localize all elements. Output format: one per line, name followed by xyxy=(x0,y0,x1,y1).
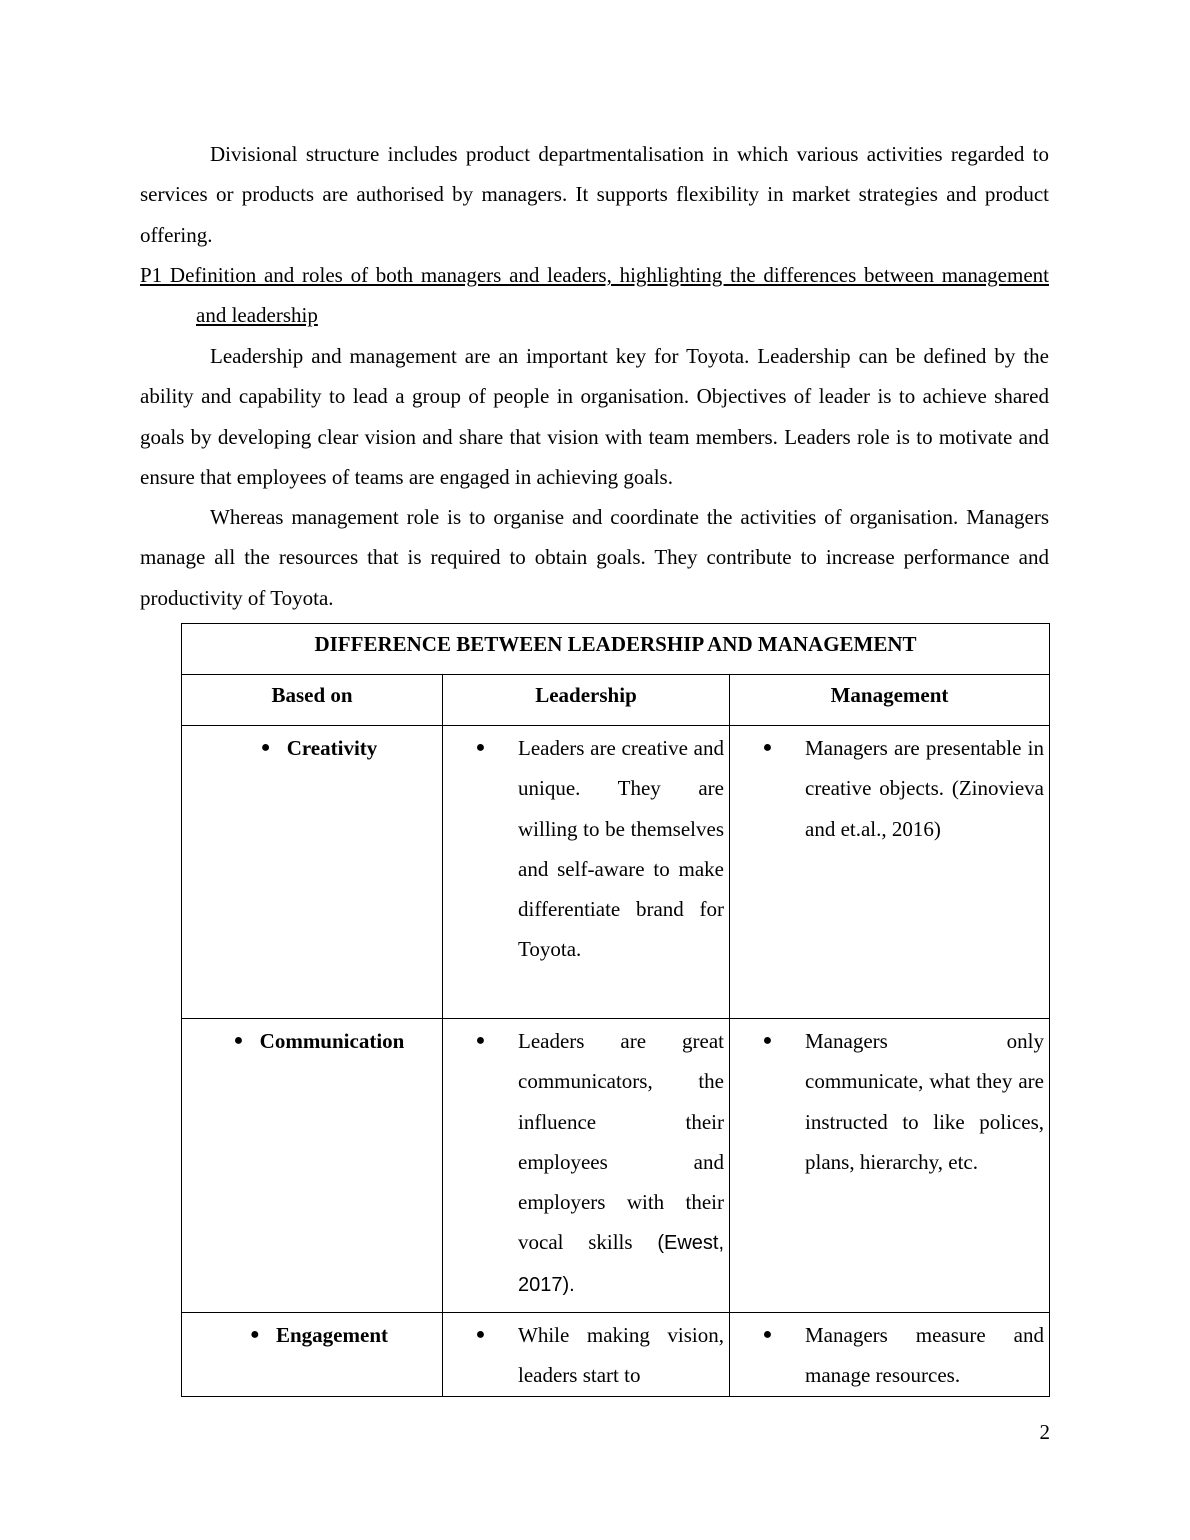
header-based-on: Based on xyxy=(182,675,443,726)
bullet-icon: ● xyxy=(762,739,773,756)
bullet-icon: ● xyxy=(250,1326,260,1343)
management-cell xyxy=(730,726,1050,1019)
basis-label: Communication xyxy=(259,1029,405,1053)
leadership-cell xyxy=(443,726,730,1019)
management-cell xyxy=(730,1313,1050,1397)
intro-paragraph: Divisional structure includes product departmentalisation in which various activities regarded to services or products are authorised by managers. It supports flexibility in market strategies and product offering. xyxy=(140,142,1049,247)
table-row xyxy=(182,1019,1050,1313)
leadership-text: Leaders are creative and unique. They are willing to be themselves and self-aware to make differentiate brand for Toyota. xyxy=(518,736,724,962)
leadership-cell xyxy=(443,1019,730,1313)
table-row xyxy=(182,726,1050,1019)
table-title: DIFFERENCE BETWEEN LEADERSHIP AND MANAGEMENT xyxy=(182,624,1050,675)
bullet-icon: ● xyxy=(233,1032,244,1049)
bullet-icon: ● xyxy=(475,1326,486,1343)
bullet-icon: ● xyxy=(475,1032,486,1049)
leadership-text: While making vision, leaders start to xyxy=(518,1323,724,1388)
bullet-icon: ● xyxy=(762,1326,773,1343)
bullet-icon: ● xyxy=(762,1032,773,1049)
management-cell xyxy=(730,1019,1050,1313)
citation: (Ewest, 2017). xyxy=(518,1232,725,1296)
basis-cell xyxy=(182,726,443,1019)
leadership-paragraph: Leadership and management are an important key for Toyota. Leadership can be defined by the ability and capability to lead a group of people in organisation. Objectives of leader is to achieve shared goals by developing clear vision and share that vision with team members. Leaders role is to motivate and ensure that employees of teams are engaged in achieving goals. xyxy=(140,344,1049,489)
basis-label: Engagement xyxy=(276,1323,388,1347)
leadership-cell xyxy=(443,1313,730,1397)
section-heading: P1 Definition and roles of both managers and leaders, highlighting the differences between management and leadership xyxy=(140,263,1049,328)
table-row xyxy=(182,1313,1050,1397)
header-leadership: Leadership xyxy=(443,675,730,726)
bullet-icon: ● xyxy=(260,739,271,756)
basis-cell xyxy=(182,1019,443,1313)
leadership-text-wrap xyxy=(518,1021,724,1305)
basis-cell xyxy=(182,1313,443,1397)
header-management: Management xyxy=(730,675,1050,726)
management-text: Managers only communicate, what they are instructed to like polices, plans, hierarchy, etc. xyxy=(805,1029,1044,1174)
management-text: Managers are presentable in creative objects. (Zinovieva and et.al., 2016) xyxy=(805,736,1044,841)
bullet-icon: ● xyxy=(475,739,486,756)
basis-label: Creativity xyxy=(286,736,378,760)
difference-table xyxy=(181,623,1050,1397)
leadership-text: Leaders are great communicators, the influence their employees and employers with their vocal skills xyxy=(518,1029,724,1255)
management-text: Managers measure and manage resources. xyxy=(805,1323,1044,1388)
page-number: 2 xyxy=(1039,1420,1050,1444)
management-paragraph: Whereas management role is to organise and coordinate the activities of organisation. Managers manage all the resources that is required to obtain goals. They contribute to increase performance and productivity of Toyota. xyxy=(140,505,1049,610)
